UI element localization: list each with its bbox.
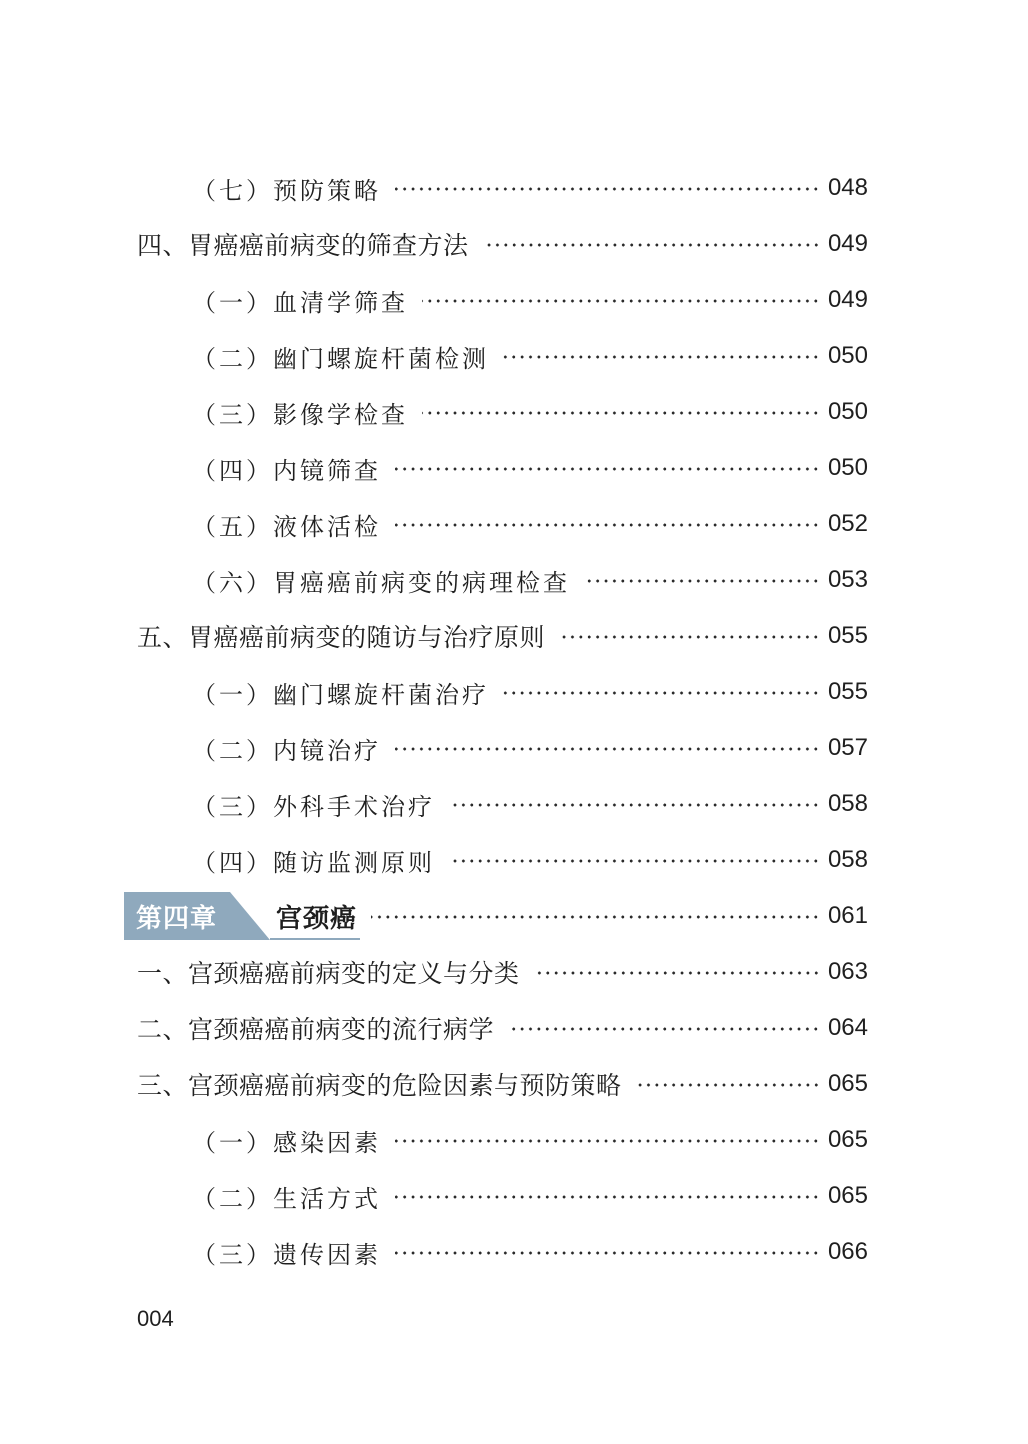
toc-entry-title: （五）液体活检 — [192, 512, 381, 541]
toc-entry-page: 048 — [827, 174, 868, 201]
dot-leader — [449, 803, 820, 807]
toc-entry-title: （一）感染因素 — [192, 1128, 381, 1157]
toc-entry-page: 066 — [827, 1238, 868, 1265]
toc-entry-page: 058 — [827, 846, 868, 873]
dot-leader — [636, 1083, 820, 1087]
dot-leader — [395, 1195, 820, 1199]
toc-entry[interactable] — [0, 832, 1028, 888]
table-of-contents — [0, 160, 1028, 1280]
toc-entry[interactable] — [0, 272, 1028, 328]
toc-entry-page: 065 — [827, 1126, 868, 1153]
toc-entry-title: 二、宫颈癌癌前病变的流行病学 — [137, 1015, 495, 1044]
toc-entry-page: 050 — [827, 398, 868, 425]
toc-entry-page: 063 — [827, 958, 868, 985]
chapter-title: 宫颈癌 — [276, 903, 358, 934]
toc-entry-title: （一）血清学筛查 — [192, 288, 408, 317]
dot-leader — [395, 523, 820, 527]
toc-entry-page: 055 — [827, 622, 868, 649]
toc-entry[interactable] — [0, 1000, 1028, 1056]
toc-entry-page: 055 — [827, 678, 868, 705]
toc-entry-title: 五、胃癌癌前病变的随访与治疗原则 — [137, 623, 546, 652]
toc-entry-page: 052 — [827, 510, 868, 537]
toc-entry-page: 050 — [827, 342, 868, 369]
toc-entry[interactable] — [0, 1224, 1028, 1280]
toc-entry[interactable] — [0, 552, 1028, 608]
toc-entry[interactable] — [0, 440, 1028, 496]
toc-entry-page: 050 — [827, 454, 868, 481]
toc-entry[interactable] — [0, 776, 1028, 832]
toc-entry-page: 061 — [827, 902, 868, 929]
page-number: 004 — [137, 1306, 174, 1331]
dot-leader — [584, 579, 820, 583]
toc-entry-title: （四）随访监测原则 — [192, 848, 435, 877]
dot-leader — [395, 1251, 820, 1255]
dot-leader — [422, 299, 820, 303]
toc-entry-page: 065 — [827, 1182, 868, 1209]
toc-entry-title: （三）遗传因素 — [192, 1240, 381, 1269]
toc-entry-title: 三、宫颈癌癌前病变的危险因素与预防策略 — [137, 1071, 622, 1100]
toc-entry-title: （一）幽门螺旋杆菌治疗 — [192, 680, 489, 709]
toc-entry-title: （六）胃癌癌前病变的病理检查 — [192, 568, 570, 597]
toc-entry-page: 049 — [827, 286, 868, 313]
toc-entry[interactable] — [0, 216, 1028, 272]
toc-entry-title: （七）预防策略 — [192, 176, 381, 205]
chapter-label: 第四章 — [136, 903, 218, 933]
toc-entry-title: （二）幽门螺旋杆菌检测 — [192, 344, 489, 373]
toc-entry-page: 064 — [827, 1014, 868, 1041]
toc-entry[interactable] — [0, 496, 1028, 552]
toc-chapter-entry[interactable] — [0, 888, 1028, 944]
toc-entry-title: （四）内镜筛查 — [192, 456, 381, 485]
toc-entry[interactable] — [0, 1112, 1028, 1168]
toc-entry-title: （三）外科手术治疗 — [192, 792, 435, 821]
toc-entry-title: （二）内镜治疗 — [192, 736, 381, 765]
toc-entry[interactable] — [0, 664, 1028, 720]
dot-leader — [503, 355, 820, 359]
chapter-badge — [124, 892, 357, 940]
dot-leader — [395, 187, 820, 191]
dot-leader — [395, 467, 820, 471]
toc-entry[interactable] — [0, 160, 1028, 216]
toc-entry-page: 057 — [827, 734, 868, 761]
dot-leader — [395, 747, 820, 751]
toc-entry-page: 053 — [827, 566, 868, 593]
toc-entry-page: 065 — [827, 1070, 868, 1097]
dot-leader — [508, 1027, 820, 1031]
toc-entry[interactable] — [0, 720, 1028, 776]
toc-entry-page: 058 — [827, 790, 868, 817]
toc-entry-page: 049 — [827, 230, 868, 257]
toc-entry[interactable] — [0, 944, 1028, 1000]
toc-entry-title: （三）影像学检查 — [192, 400, 408, 429]
toc-entry[interactable] — [0, 608, 1028, 664]
toc-entry-title: （二）生活方式 — [192, 1184, 381, 1213]
dot-leader — [395, 1139, 820, 1143]
dot-leader — [371, 915, 820, 919]
toc-entry[interactable] — [0, 1056, 1028, 1112]
dot-leader — [483, 243, 820, 247]
toc-entry[interactable] — [0, 1168, 1028, 1224]
toc-entry[interactable] — [0, 384, 1028, 440]
dot-leader — [559, 635, 820, 639]
dot-leader — [534, 971, 820, 975]
dot-leader — [449, 859, 820, 863]
toc-entry-title: 一、宫颈癌癌前病变的定义与分类 — [137, 959, 520, 988]
toc-entry-title: 四、胃癌癌前病变的筛查方法 — [137, 231, 469, 260]
dot-leader — [422, 411, 820, 415]
dot-leader — [503, 691, 820, 695]
toc-entry[interactable] — [0, 328, 1028, 384]
